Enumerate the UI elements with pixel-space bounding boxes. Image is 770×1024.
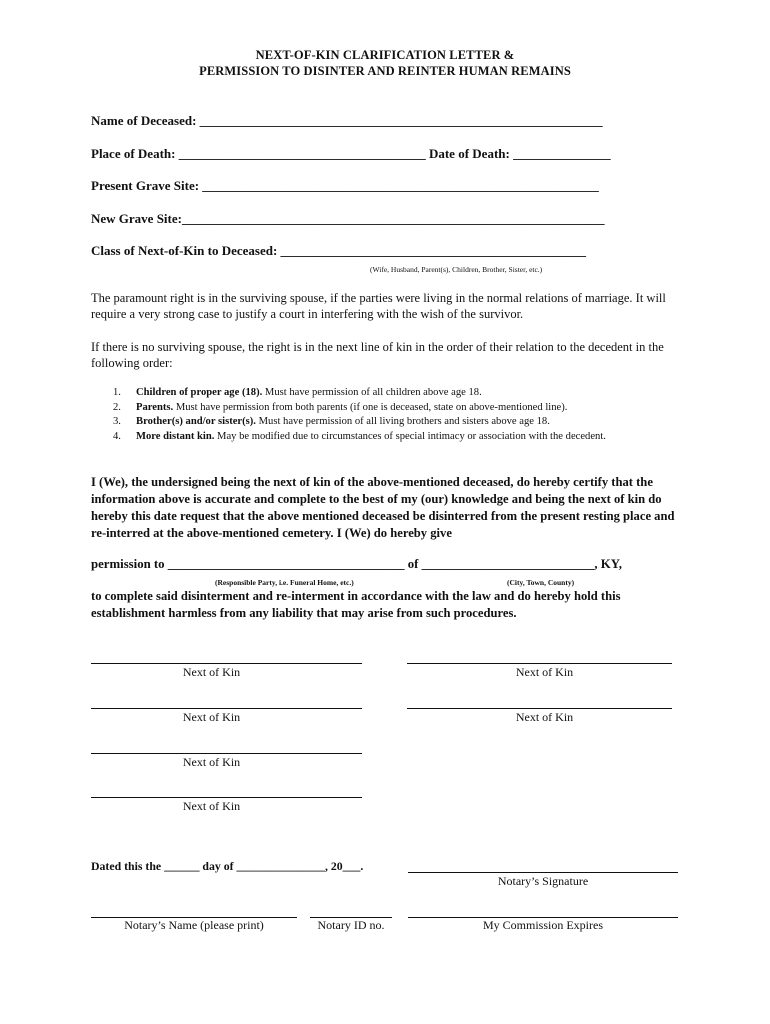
next-of-kin-signature-line-4[interactable] [407, 708, 672, 709]
place-and-date-of-death-field[interactable]: Place of Death: ______________________________________ Date of Death: _______________ [91, 146, 611, 161]
next-of-kin-label: Next of Kin [182, 710, 241, 724]
class-of-kin-hint: (Wife, Husband, Parent(s), Children, Brother, Sister, etc.) [370, 265, 543, 274]
class-of-kin-field[interactable]: Class of Next-of-Kin to Deceased: _______________________________________________ [91, 243, 587, 258]
next-of-kin-label: Next of Kin [182, 799, 241, 813]
spouse-right-paragraph: The paramount right is in the surviving spouse, if the parties were living in the normal relations of marriage. It will require a very strong case to justify a court in interfering with the wish of the survivor. [91, 291, 666, 321]
city-town-county-hint: (City, Town, County) [507, 578, 575, 587]
list-item: 4. More distant kin. May be modified due to circumstances of special intimacy or association with the decedent. [113, 430, 606, 442]
no-spouse-paragraph: If there is no surviving spouse, the right is in the next line of kin in the order of their relation to the decedent in the following order: [91, 340, 664, 370]
closing-paragraph: to complete said disinterment and re-interment in accordance with the law and do hereby hold this establishment harmless from any liability that may arise from such procedures. [91, 589, 621, 620]
next-of-kin-signature-line-6[interactable] [91, 797, 362, 798]
name-of-deceased-field[interactable]: Name of Deceased: ______________________________________________________________ [91, 113, 603, 128]
document-title-line-1: NEXT-OF-KIN CLARIFICATION LETTER & [255, 48, 515, 62]
next-of-kin-signature-line-5[interactable] [91, 753, 362, 754]
kin-order-list [91, 386, 681, 444]
permission-line-field[interactable]: permission to _____________________________________ of ___________________________, KY, [91, 557, 622, 571]
new-grave-site-field[interactable]: New Grave Site:_________________________________________________________________ [91, 211, 605, 226]
notary-id-label: Notary ID no. [317, 918, 385, 932]
notary-name-label: Notary’s Name (please print) [124, 918, 264, 932]
next-of-kin-label: Next of Kin [515, 710, 574, 724]
dated-line-field[interactable]: Dated this the ______ day of _______________, 20___. [91, 859, 364, 873]
next-of-kin-signature-line-1[interactable] [91, 663, 362, 664]
present-grave-site-field[interactable]: Present Grave Site: _____________________________________________________________ [91, 178, 599, 193]
next-of-kin-label: Next of Kin [182, 755, 241, 769]
next-of-kin-signature-line-3[interactable] [91, 708, 362, 709]
responsible-party-hint: (Responsible Party, i.e. Funeral Home, etc.) [215, 578, 354, 587]
next-of-kin-label: Next of Kin [182, 665, 241, 679]
document-title-line-2: PERMISSION TO DISINTER AND REINTER HUMAN REMAINS [199, 64, 571, 78]
notary-signature-label: Notary’s Signature [497, 874, 589, 888]
commission-expires-label: My Commission Expires [482, 918, 603, 932]
certification-paragraph: I (We), the undersigned being the next of kin of the above-mentioned deceased, do hereby certify that the information above is accurate and complete to the best of my (our) knowledge and being the next of kin do hereby this date request that the above mentioned deceased be disinterred from the present resting place and re-interred at the above-mentioned cemetery. I (We) do hereby give [91, 475, 675, 540]
next-of-kin-signature-line-2[interactable] [407, 663, 672, 664]
list-item: 2. Parents. Must have permission from both parents (if one is deceased, state on above-mentioned line). [113, 401, 568, 413]
notary-signature-line[interactable] [408, 872, 678, 873]
list-item: 1. Children of proper age (18). Must have permission of all children above age 18. [113, 387, 482, 398]
next-of-kin-label: Next of Kin [515, 665, 574, 679]
list-item: 3. Brother(s) and/or sister(s). Must have permission of all living brothers and sisters above age 18. [113, 416, 550, 428]
